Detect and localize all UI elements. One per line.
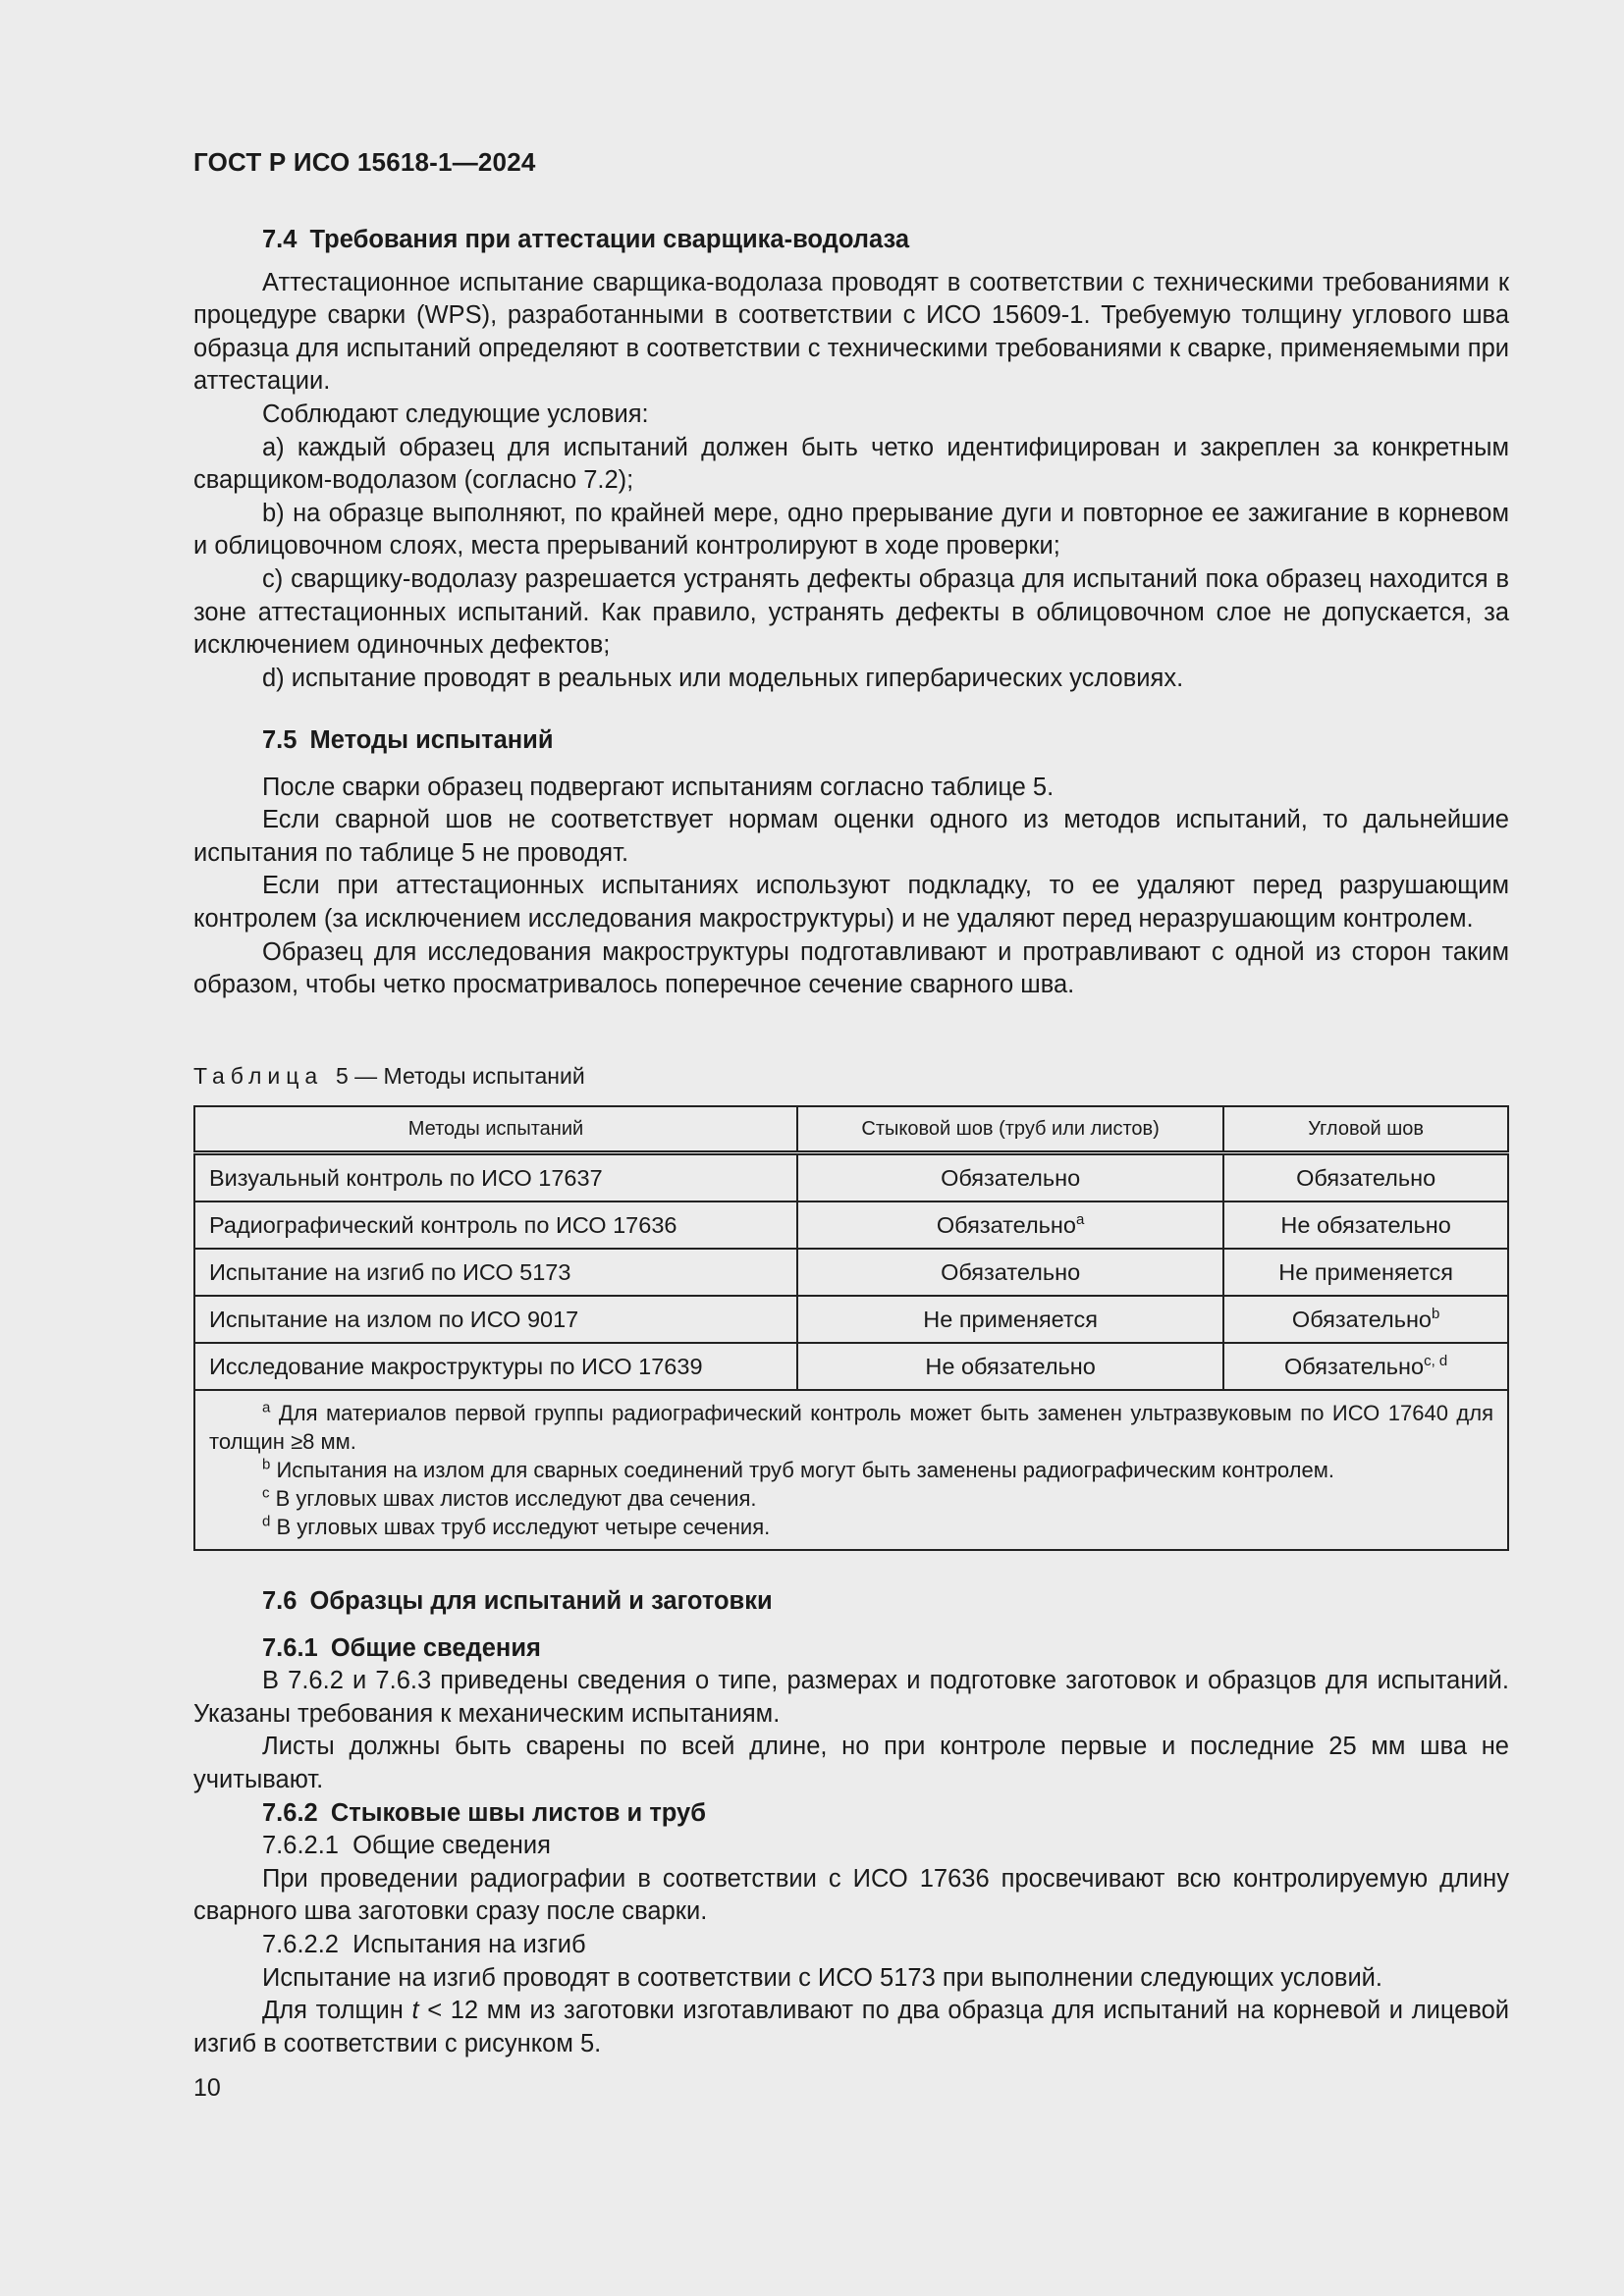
table-cell: Не обязательно	[797, 1343, 1223, 1390]
paragraph: После сварки образец подвергают испытаниям согласно таблице 5.	[262, 773, 1055, 801]
table-cell: Визуальный контроль по ИСО 17637	[194, 1153, 797, 1202]
subsection-heading: 7.6.1 Общие сведения	[262, 1633, 541, 1662]
paragraph: Аттестационное испытание сварщика-водолаза проводят в соответствии с техническими требованиями к процедуре сварки (WPS), разработанными в соответствии с ИСО 15609-1. Требуемую толщину углового шва образца для испытаний определяют в соответствии с техническими требованиями к сварке, применяемыми при аттестации.	[193, 268, 1509, 396]
table-cell: Испытание на излом по ИСО 9017	[194, 1296, 797, 1343]
table-cell: Не обязательно	[1223, 1201, 1508, 1249]
table-cell: Не применяется	[1223, 1249, 1508, 1296]
table-cell: Обязательно$^a$	[797, 1201, 1223, 1249]
table-notes-row	[194, 1390, 1508, 1550]
table-cell: Обязательно	[797, 1153, 1223, 1202]
table-header-row	[194, 1106, 1508, 1153]
document-header: ГОСТ Р ИСО 15618-1—2024	[193, 147, 536, 177]
paragraph: Образец для исследования макроструктуры подготавливают и протравливают с одной из сторон таким образом, чтобы четко просматривалось поперечное сечение сварного шва.	[193, 937, 1509, 999]
subsection-heading: 7.6.2 Стыковые швы листов и труб	[262, 1798, 706, 1827]
paragraph: Для толщин t < 12 мм из заготовки изготавливают по два образца для испытаний на корневой и лицевой изгиб в соответствии с рисунком 5.	[193, 1997, 1510, 2057]
table-cell: Обязательно	[797, 1249, 1223, 1296]
test-methods-table	[193, 1105, 1509, 1551]
section-heading: 7.6 Образцы для испытаний и заготовки	[262, 1587, 773, 1615]
table-row	[194, 1153, 1508, 1202]
paragraph: Испытание на изгиб проводят в соответствии с ИСО 5173 при выполнении следующих условий.	[262, 1963, 1383, 1992]
section-7-4	[193, 224, 1509, 695]
column-header: Стыковой шов (труб или листов)	[797, 1106, 1223, 1153]
paragraph: Соблюдают следующие условия:	[262, 400, 649, 428]
table-caption: Таблица 5 — Методы испытаний	[193, 1063, 585, 1089]
table-footnote: $^d$ В угловых швах труб исследуют четыре сечения.	[262, 1513, 771, 1539]
table-cell: Не применяется	[797, 1296, 1223, 1343]
section-7-5	[193, 724, 1509, 1002]
section-7-6	[193, 1585, 1509, 2060]
table-footnote: $^b$ Испытания на излом для сварных соединений труб могут быть заменены радиографическим контролем.	[262, 1456, 1334, 1482]
table-cell: Радиографический контроль по ИСО 17636	[194, 1201, 797, 1249]
page-number: 10	[193, 2074, 221, 2102]
column-header: Методы испытаний	[194, 1106, 797, 1153]
column-header: Угловой шов	[1223, 1106, 1508, 1153]
section-heading: 7.5 Методы испытаний	[262, 726, 554, 754]
table-row	[194, 1296, 1508, 1343]
paragraph: Если при аттестационных испытаниях используют подкладку, то ее удаляют перед разрушающим контролем (за исключением исследования макроструктуры) и не удаляют перед неразрушающим контролем.	[193, 872, 1509, 933]
table-footnote: $^a$ Для материалов первой группы радиографический контроль может быть заменен ультразвуковым по ИСО 17640 для толщин ≥8 мм.	[209, 1399, 1493, 1454]
table-cell: Испытание на изгиб по ИСО 5173	[194, 1249, 797, 1296]
paragraph: При проведении радиографии в соответствии с ИСО 17636 просвечивают всю контролируемую длину сварного шва заготовки сразу после сварки.	[193, 1864, 1509, 1926]
table-cell: Исследование макроструктуры по ИСО 17639	[194, 1343, 797, 1390]
list-item: c) сварщику-водолазу разрешается устранять дефекты образца для испытаний пока образец находится в зоне аттестационных испытаний. Как правило, устранять дефекты в облицовочном слое не допускается, за исключением одиночных дефектов;	[193, 564, 1509, 660]
table-row	[194, 1201, 1508, 1249]
list-item: b) на образце выполняют, по крайней мере, одно прерывание дуги и повторное ее зажигание в корневом и облицовочном слоях, места прерываний контролируют в ходе проверки;	[193, 499, 1509, 561]
table-cell: Обязательно	[1223, 1153, 1508, 1202]
table-cell: Обязательно$^b$	[1223, 1296, 1508, 1343]
table-row	[194, 1343, 1508, 1390]
list-item: d) испытание проводят в реальных или модельных гипербарических условиях.	[262, 664, 1184, 692]
paragraph: Листы должны быть сварены по всей длине, но при контроле первые и последние 25 мм шва не учитывают.	[193, 1733, 1509, 1793]
subsubsection-heading: 7.6.2.1 Общие сведения	[262, 1832, 551, 1860]
section-heading: 7.4 Требования при аттестации сварщика-водолаза	[262, 226, 910, 253]
paragraph: Если сварной шов не соответствует нормам оценки одного из методов испытаний, то дальнейшие испытания по таблице 5 не проводят.	[193, 806, 1509, 867]
subsubsection-heading: 7.6.2.2 Испытания на изгиб	[262, 1930, 586, 1958]
paragraph: В 7.6.2 и 7.6.3 приведены сведения о типе, размерах и подготовке заготовок и образцов для испытаний. Указаны требования к механическим испытаниям.	[193, 1667, 1509, 1728]
list-item: а) каждый образец для испытаний должен быть четко идентифицирован и закреплен за конкретным сварщиком-водолазом (согласно 7.2);	[193, 433, 1509, 495]
table-row	[194, 1249, 1508, 1296]
table-footnote: $^c$ В угловых швах листов исследуют два сечения.	[262, 1484, 757, 1511]
table-notes	[194, 1390, 1508, 1550]
table-cell: Обязательно$^{c, d}$	[1223, 1343, 1508, 1390]
